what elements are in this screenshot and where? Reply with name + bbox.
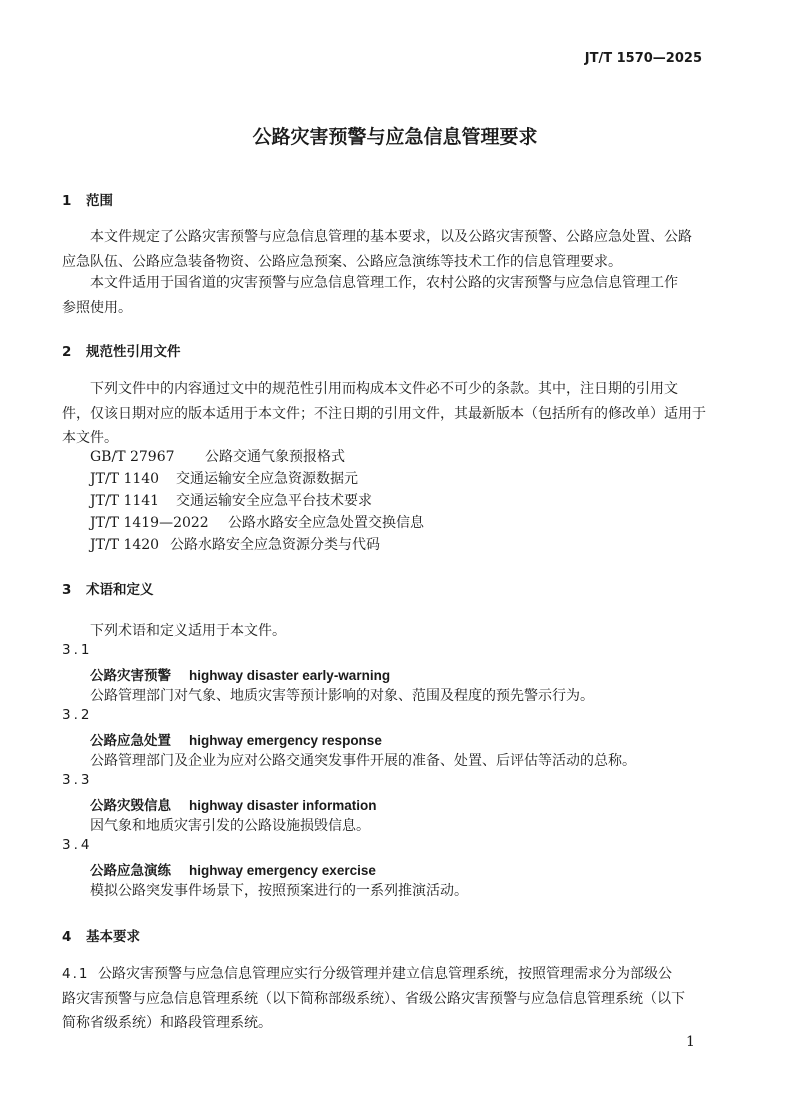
page-number: 1 [686, 1034, 695, 1050]
term-definition: 公路管理部门及企业为应对公路交通突发事件开展的准备、处置、后评估等活动的总称。 [90, 753, 636, 769]
term-en: highway disaster information [189, 798, 377, 813]
reference-item [90, 534, 380, 554]
section-number: 3 [62, 582, 72, 598]
reference-title: 公路水路安全应急处置交换信息 [228, 515, 424, 531]
term-definition: 模拟公路突发事件场景下，按照预案进行的一系列推演活动。 [90, 883, 468, 899]
clause-text: 公路灾害预警与应急信息管理应实行分级管理并建立信息管理系统，按照管理需求分为部级公 [98, 966, 672, 982]
text-line: 参照使用。 [62, 299, 132, 316]
text-line: 件，仅该日期对应的版本适用于本文件；不注日期的引用文件，其最新版本（包括所有的修改单）适用于 [62, 405, 706, 422]
section-3-heading [62, 578, 154, 598]
text-line: 应急队伍、公路应急装备物资、公路应急预案、公路应急演练等技术工作的信息管理要求。 [62, 253, 622, 270]
term-en: highway disaster early-warning [189, 668, 391, 683]
term-heading [90, 794, 377, 814]
text-line: 简称省级系统）和路段管理系统。 [62, 1015, 272, 1031]
term-heading [90, 729, 382, 749]
term-number: 3.3 [62, 772, 93, 788]
term-en: highway emergency exercise [189, 863, 376, 878]
reference-code: JT/T 1141 [90, 493, 160, 509]
section-title: 规范性引用文件 [86, 344, 181, 360]
section-title: 范围 [86, 193, 113, 209]
term-heading [90, 859, 376, 879]
reference-title: 交通运输安全应急平台技术要求 [176, 493, 372, 509]
term-definition: 因气象和地质灾害引发的公路设施损毁信息。 [90, 818, 370, 834]
reference-item [90, 446, 345, 466]
term-number: 3.4 [62, 837, 93, 853]
section-1-heading [62, 189, 113, 209]
term-number: 3.1 [62, 642, 93, 658]
text-line [62, 962, 712, 987]
term-en: highway emergency response [189, 733, 382, 748]
reference-item [90, 490, 372, 510]
text-line: 本文件适用于国省道的灾害预警与应急信息管理工作，农村公路的灾害预警与应急信息管理工作 [90, 275, 678, 291]
reference-code: JT/T 1419—2022 [90, 515, 209, 531]
reference-code: GB/T 27967 [90, 449, 175, 465]
section-2-heading [62, 340, 181, 360]
section-title: 术语和定义 [86, 582, 154, 598]
reference-title: 公路水路安全应急资源分类与代码 [170, 537, 380, 553]
term-number: 3.2 [62, 707, 93, 723]
text-line: 路灾害预警与应急信息管理系统（以下简称部级系统）、省级公路灾害预警与应急信息管理系统（以下 [62, 990, 685, 1007]
section-2-paragraph [62, 377, 712, 451]
text-line: 下列文件中的内容通过文中的规范性引用而构成本文件必不可少的条款。其中，注日期的引用文 [90, 381, 678, 397]
term-zh: 公路灾害预警 [90, 668, 171, 684]
term-zh: 公路应急演练 [90, 863, 171, 879]
section-4-heading [62, 925, 140, 945]
reference-title: 公路交通气象预报格式 [205, 449, 345, 465]
section-number: 1 [62, 193, 72, 209]
section-number: 4 [62, 929, 72, 945]
reference-item [90, 512, 424, 532]
section-3-intro: 下列术语和定义适用于本文件。 [90, 623, 286, 639]
term-zh: 公路灾毁信息 [90, 798, 171, 814]
text-line: 本文件。 [62, 430, 118, 446]
term-zh: 公路应急处置 [90, 733, 171, 749]
section-title: 基本要求 [86, 929, 140, 945]
term-definition: 公路管理部门对气象、地质灾害等预计影响的对象、范围及程度的预先警示行为。 [90, 688, 594, 704]
section-1-paragraph-2 [62, 271, 712, 320]
term-heading [90, 664, 390, 684]
clause-number: 4.1 [62, 966, 90, 982]
reference-code: JT/T 1420 [90, 537, 160, 553]
clause-4-1 [62, 962, 712, 1036]
reference-item [90, 468, 358, 488]
standard-number: JT/T 1570—2025 [584, 51, 702, 66]
section-number: 2 [62, 344, 72, 360]
section-1-paragraph-1 [62, 225, 712, 274]
document-title: 公路灾害预警与应急信息管理要求 [252, 126, 538, 148]
reference-code: JT/T 1140 [90, 471, 160, 487]
text-line: 本文件规定了公路灾害预警与应急信息管理的基本要求，以及公路灾害预警、公路应急处置、公路 [90, 229, 692, 245]
reference-title: 交通运输安全应急资源数据元 [176, 471, 358, 487]
